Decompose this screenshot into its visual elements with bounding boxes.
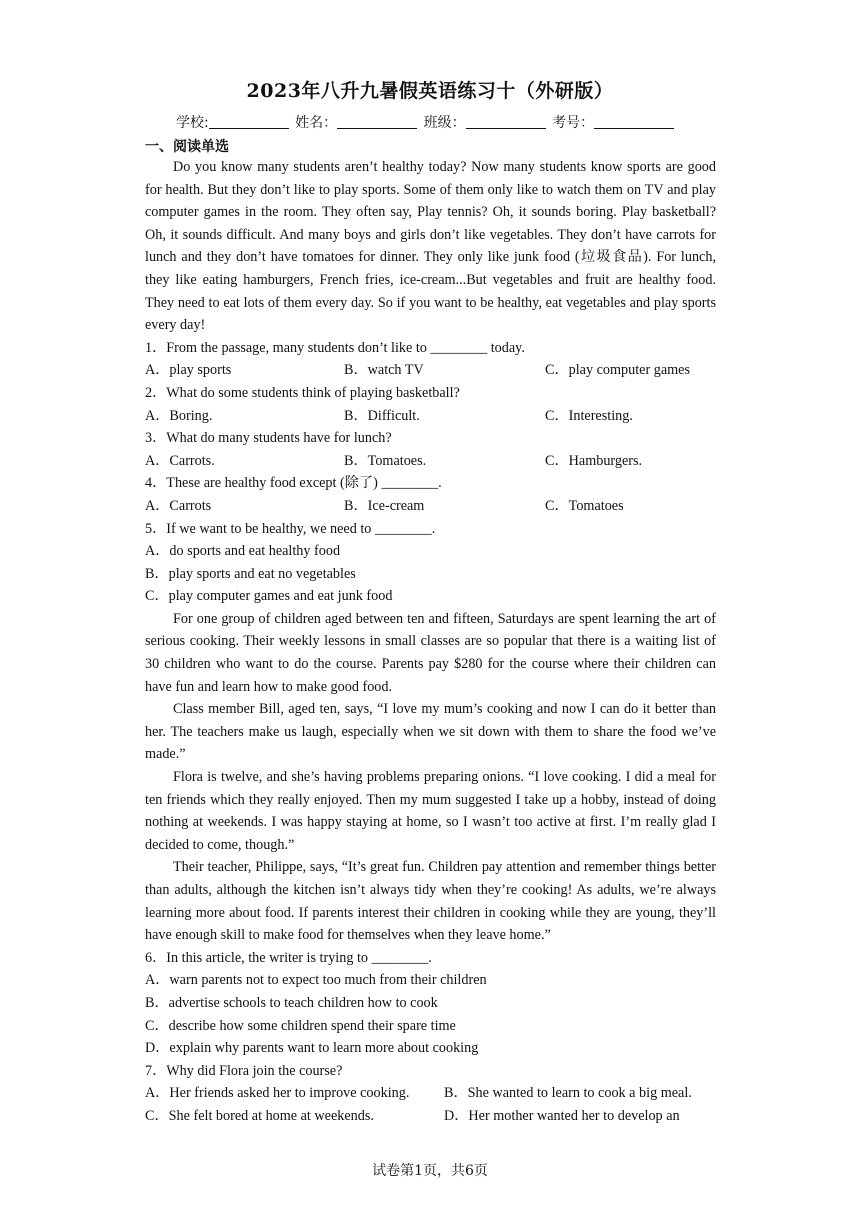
option-a[interactable]: A．Carrots.: [145, 452, 215, 469]
class-label: 班级：: [423, 115, 466, 131]
question-5: 5．If we want to be healthy, we need to ________.: [145, 520, 436, 537]
student-info-line: [176, 112, 676, 132]
question-4: 4．These are healthy food except (除了) ________.: [145, 475, 442, 492]
school-label: 学校:: [176, 115, 209, 131]
option-a[interactable]: A．Boring.: [145, 407, 213, 424]
option-d[interactable]: D．explain why parents want to learn more about cooking: [145, 1040, 479, 1057]
passage-2-paragraph: Class member Bill, aged ten, says, “I love my mum’s cooking and now I can do it better than her. The teachers make us laugh, especially when we sit down with them to share the food we’ve made.”: [145, 701, 716, 763]
option-c[interactable]: C．She felt bored at home at weekends.: [145, 1107, 374, 1124]
question-1: 1．From the passage, many students don’t like to ________ today.: [145, 339, 525, 356]
question-1-options: [145, 359, 716, 382]
name-label: 姓名：: [295, 115, 338, 131]
option-a[interactable]: A．do sports and eat healthy food: [145, 543, 341, 560]
option-d[interactable]: D．Her mother wanted her to develop an: [444, 1107, 680, 1124]
option-a[interactable]: A．Carrots: [145, 497, 212, 514]
question-7-options-row-1: [145, 1082, 716, 1105]
page-footer: 试卷第1页，共6页: [372, 1163, 488, 1179]
passage-2-paragraph: For one group of children aged between ten and fifteen, Saturdays are spent learning the art of serious cooking. Their weekly lessons in small classes are so popular that there is a waiting list of 30 children who want to do the course. Parents pay $280 for the course where their children can have fun and learn how to make good food.: [145, 610, 716, 695]
name-blank[interactable]: [337, 114, 417, 129]
page-title: 2023年八升九暑假英语练习十（外研版）: [246, 80, 614, 102]
option-a[interactable]: A．play sports: [145, 362, 232, 379]
exam-content: [145, 156, 716, 1128]
option-b[interactable]: B．advertise schools to teach children how to cook: [145, 994, 438, 1011]
option-b[interactable]: B．watch TV: [344, 362, 424, 379]
passage-1-paragraph: Do you know many students aren’t healthy today? Now many students know sports are good for health. But they don’t like to play sports. Some of them only like to watch them on TV and play computer games in the room. They often say, Play tennis? Oh, it sounds boring. Play basketball? Oh, it sounds difficult. And many boys and girls don’t like vegetables. They don’t have carrots for lunch and they don’t have tomatoes for dinner. They only like junk food (垃圾食品). For lunch, they like eating hamburgers, French fries, ice-cream...But vegetables and fruit are healthy food. They need to eat lots of them every day. So if you want to be healthy, eat vegetables and play sports every day!: [145, 159, 716, 334]
question-4-options: [145, 495, 716, 518]
number-label: 考号：: [552, 115, 595, 131]
question-7: 7．Why did Flora join the course?: [145, 1062, 343, 1079]
option-c[interactable]: C．play computer games: [545, 362, 690, 379]
option-c[interactable]: C．Hamburgers.: [545, 452, 643, 469]
school-blank[interactable]: [209, 114, 289, 129]
number-blank[interactable]: [594, 114, 674, 129]
question-3-options: [145, 450, 716, 473]
question-2: 2．What do some students think of playing basketball?: [145, 384, 460, 401]
question-6: 6．In this article, the writer is trying to ________.: [145, 949, 432, 966]
option-a[interactable]: A．warn parents not to expect too much from their children: [145, 972, 487, 989]
option-c[interactable]: C．play computer games and eat junk food: [145, 588, 393, 605]
question-2-options: [145, 405, 716, 428]
option-b[interactable]: B．Difficult.: [344, 407, 420, 424]
option-c[interactable]: C．describe how some children spend their spare time: [145, 1017, 456, 1034]
option-b[interactable]: B．Ice-cream: [344, 497, 425, 514]
question-3: 3．What do many students have for lunch?: [145, 430, 392, 447]
class-blank[interactable]: [466, 114, 546, 129]
section-heading: 一、阅读单选: [145, 139, 229, 155]
question-7-options-row-2: [145, 1105, 716, 1128]
option-a[interactable]: A．Her friends asked her to improve cooking.: [145, 1085, 410, 1102]
option-b[interactable]: B．play sports and eat no vegetables: [145, 565, 356, 582]
option-c[interactable]: C．Tomatoes: [545, 497, 624, 514]
option-b[interactable]: B．She wanted to learn to cook a big meal.: [444, 1085, 692, 1102]
option-b[interactable]: B．Tomatoes.: [344, 452, 427, 469]
passage-2-paragraph: Flora is twelve, and she’s having problems preparing onions. “I love cooking. I did a meal for ten friends which they really enjoyed. Then my mum suggested I take up a hobby, instead of doing nothing at weekends. I was happy staying at home, so I wasn’t too active at first. I’m really glad I decided to come, though.”: [145, 769, 716, 853]
passage-2-paragraph: Their teacher, Philippe, says, “It’s great fun. Children pay attention and remember things better than adults, although the kitchen isn’t always tidy when they’re cooking! As adults, we’re always learning more about food. If parents interest their children in cooking while they are young, they’ll have enough skill to make food for themselves when they leave home.”: [145, 859, 716, 944]
option-c[interactable]: C．Interesting.: [545, 407, 633, 424]
